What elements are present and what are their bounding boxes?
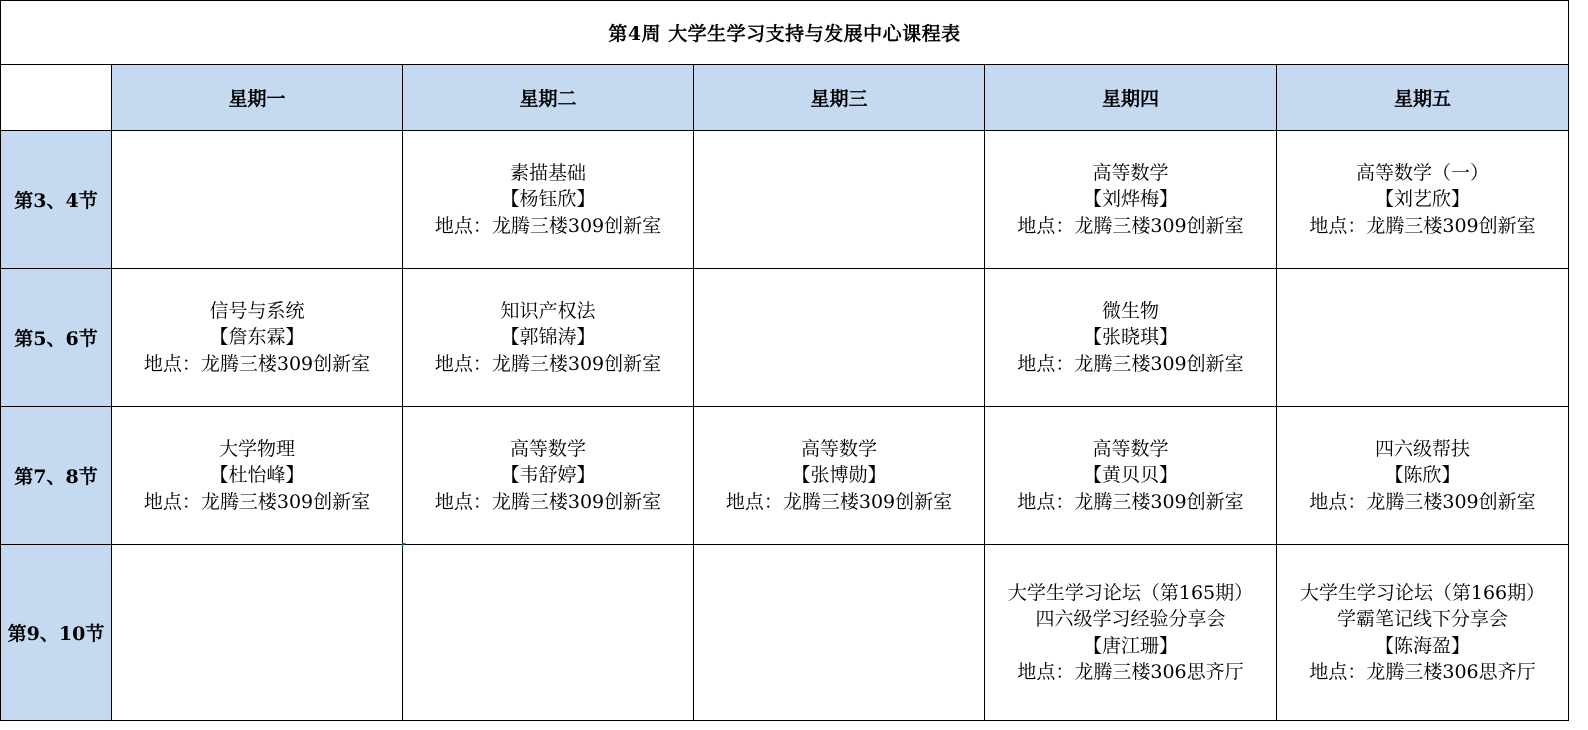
empty-course-cell bbox=[694, 131, 985, 269]
course-cell bbox=[112, 407, 403, 545]
course-text-line: 高等数学 bbox=[1092, 161, 1169, 184]
weekday-header: 星期一 bbox=[112, 65, 403, 131]
weekday-header: 星期四 bbox=[985, 65, 1277, 131]
course-text-line: 高等数学 bbox=[1092, 437, 1169, 460]
period-row bbox=[1, 545, 1569, 721]
course-text-line: 知识产权法 bbox=[500, 299, 596, 322]
empty-course-cell bbox=[112, 545, 403, 721]
course-text-line: 【黄贝贝】 bbox=[1082, 464, 1178, 487]
course-text-line: 【郭锦涛】 bbox=[500, 326, 596, 349]
weekday-header: 星期二 bbox=[403, 65, 694, 131]
course-text-line: 高等数学 bbox=[509, 437, 586, 460]
course-cell bbox=[403, 269, 694, 407]
course-text-line: 地点：龙腾三楼306思齐厅 bbox=[1017, 661, 1244, 683]
empty-course-cell bbox=[694, 545, 985, 721]
cell-comment-marker bbox=[402, 543, 406, 547]
course-text-line: 高等数学 bbox=[800, 437, 877, 460]
course-text-line: 【唐江珊】 bbox=[1082, 634, 1178, 657]
course-text-line: 【詹东霖】 bbox=[209, 326, 305, 349]
course-text-line: 地点：龙腾三楼309创新室 bbox=[434, 214, 662, 237]
course-text-line: 地点：龙腾三楼306思齐厅 bbox=[1309, 661, 1536, 683]
weekday-header: 星期五 bbox=[1277, 65, 1569, 131]
empty-course-cell bbox=[1277, 269, 1569, 407]
period-label: 第3、4节 bbox=[1, 131, 112, 269]
course-text-line: 信号与系统 bbox=[209, 299, 305, 322]
course-text-line: 地点：龙腾三楼309创新室 bbox=[1017, 352, 1244, 375]
course-cell bbox=[403, 131, 694, 269]
course-text-line: 地点：龙腾三楼309创新室 bbox=[434, 352, 662, 375]
period-label: 第7、8节 bbox=[1, 407, 112, 545]
period-label: 第9、10节 bbox=[1, 545, 112, 721]
course-text-line: 【陈欣】 bbox=[1384, 464, 1461, 487]
course-cell bbox=[112, 269, 403, 407]
period-row bbox=[1, 131, 1569, 269]
course-text-line: 高等数学（一） bbox=[1355, 161, 1489, 184]
course-text-line: 【张博勋】 bbox=[791, 464, 887, 487]
empty-course-cell bbox=[112, 131, 403, 269]
empty-course-cell bbox=[403, 545, 694, 721]
course-cell bbox=[1277, 545, 1569, 721]
course-text-line: 四六级学习经验分享会 bbox=[1035, 608, 1226, 630]
period-row bbox=[1, 407, 1569, 545]
schedule-title: 第4周 大学生学习支持与发展中心课程表 bbox=[1, 1, 1569, 65]
course-cell bbox=[985, 269, 1277, 407]
course-text-line: 地点：龙腾三楼309创新室 bbox=[1309, 214, 1536, 237]
course-text-line: 地点：龙腾三楼309创新室 bbox=[1309, 490, 1536, 513]
course-cell bbox=[403, 407, 694, 545]
course-text-line: 【刘烨梅】 bbox=[1082, 188, 1178, 211]
course-text-line: 地点：龙腾三楼309创新室 bbox=[143, 490, 371, 513]
course-text-line: 【杜怡峰】 bbox=[209, 464, 305, 487]
course-text-line: 【张晓琪】 bbox=[1082, 326, 1178, 349]
course-cell bbox=[1277, 407, 1569, 545]
course-cell bbox=[1277, 131, 1569, 269]
period-label: 第5、6节 bbox=[1, 269, 112, 407]
course-text-line: 【韦舒婷】 bbox=[500, 464, 596, 487]
course-text-line: 学霸笔记线下分享会 bbox=[1336, 608, 1508, 630]
empty-course-cell bbox=[694, 269, 985, 407]
weekday-header: 星期三 bbox=[694, 65, 985, 131]
course-cell bbox=[985, 545, 1277, 721]
corner-cell bbox=[1, 65, 112, 131]
course-text-line: 地点：龙腾三楼309创新室 bbox=[143, 352, 371, 375]
weekday-header-row bbox=[1, 65, 1569, 131]
course-text-line: 大学生学习论坛（第165期） bbox=[1007, 581, 1254, 604]
course-text-line: 【杨钰欣】 bbox=[500, 188, 596, 211]
course-text-line: 地点：龙腾三楼309创新室 bbox=[1017, 490, 1244, 513]
course-text-line: 地点：龙腾三楼309创新室 bbox=[725, 490, 953, 513]
course-text-line: 大学生学习论坛（第166期） bbox=[1299, 581, 1546, 604]
course-cell bbox=[985, 407, 1277, 545]
course-text-line: 微生物 bbox=[1101, 299, 1159, 322]
course-text-line: 地点：龙腾三楼309创新室 bbox=[434, 490, 662, 513]
course-text-line: 素描基础 bbox=[509, 161, 586, 184]
course-text-line: 地点：龙腾三楼309创新室 bbox=[1017, 214, 1244, 237]
course-text-line: 四六级帮扶 bbox=[1374, 437, 1470, 460]
course-text-line: 【陈海盈】 bbox=[1374, 634, 1470, 657]
period-row bbox=[1, 269, 1569, 407]
course-cell bbox=[694, 407, 985, 545]
course-cell bbox=[985, 131, 1277, 269]
course-text-line: 大学物理 bbox=[218, 437, 295, 460]
course-text-line: 【刘艺欣】 bbox=[1374, 188, 1470, 211]
